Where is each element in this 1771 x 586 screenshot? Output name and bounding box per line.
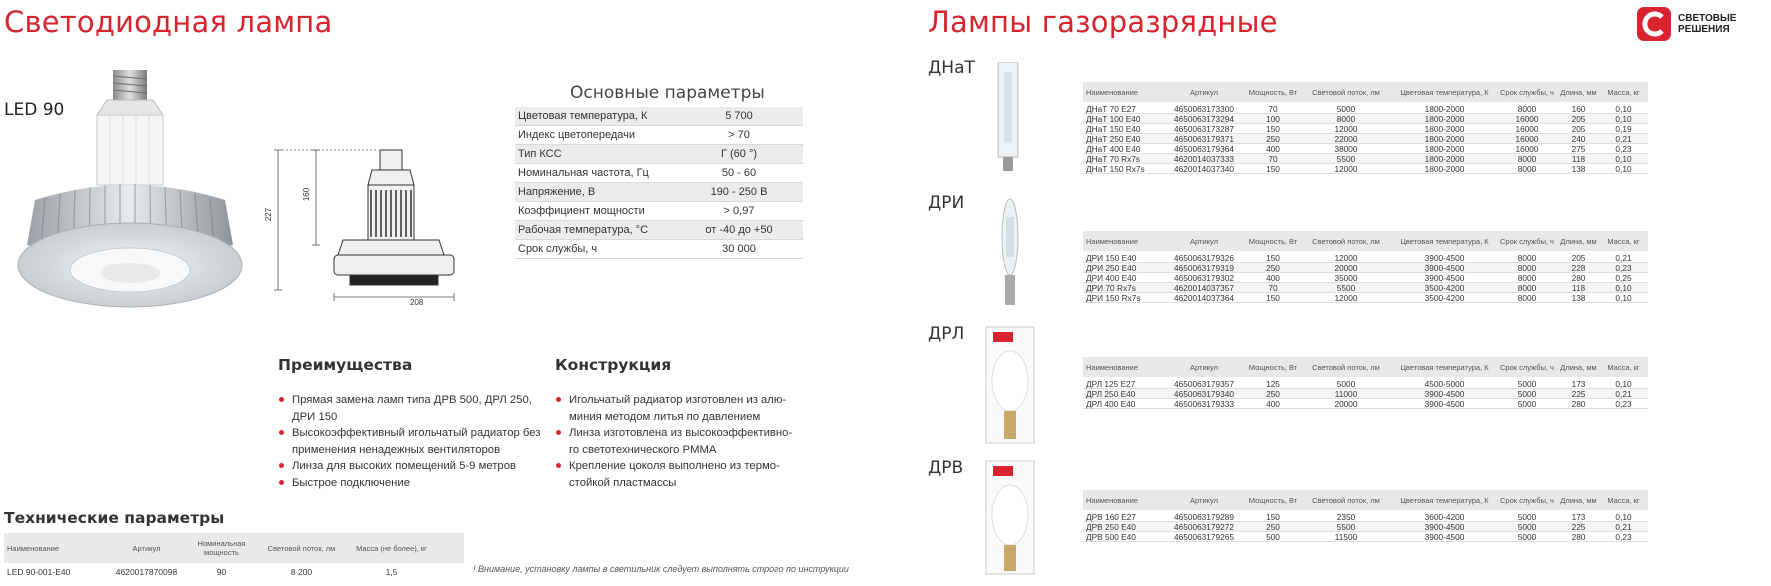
col-header: Артикул bbox=[1190, 236, 1218, 246]
cell: 0,10 bbox=[1615, 163, 1632, 174]
col-header: Длина, мм bbox=[1560, 87, 1597, 97]
params-title: Основные параметры bbox=[570, 83, 765, 103]
cell: 0,10 bbox=[1615, 103, 1632, 114]
cell: 3600-4200 bbox=[1424, 511, 1465, 522]
cell: 0,10 bbox=[1615, 153, 1632, 164]
table-row bbox=[1083, 124, 1648, 134]
dnat-lamp-image bbox=[990, 62, 1026, 172]
cell: 0,10 bbox=[1615, 292, 1632, 303]
list-item: Высокоэффективный игольчатый радиатор без применения ненадежных вентиляторов bbox=[278, 425, 543, 458]
param-value: 30 000 bbox=[722, 243, 756, 255]
table-row bbox=[1083, 154, 1648, 164]
cell: 150 bbox=[1266, 123, 1280, 134]
cell: 240 bbox=[1571, 133, 1586, 144]
cell: 3900-4500 bbox=[1424, 521, 1465, 532]
cell: 0,21 bbox=[1615, 252, 1632, 263]
col-header: Масса, кг bbox=[1607, 87, 1640, 97]
cell: 4620014037364 bbox=[1174, 292, 1234, 303]
cell: 8000 bbox=[1517, 153, 1537, 164]
cell: 138 bbox=[1571, 292, 1586, 303]
param-name: Коэффициент мощности bbox=[518, 205, 645, 217]
cell: 280 bbox=[1571, 531, 1586, 542]
cell: 0,23 bbox=[1615, 262, 1632, 273]
cell: 4650063179302 bbox=[1174, 272, 1234, 283]
col-header: Наименование bbox=[1086, 236, 1138, 246]
list-item: Линза для высоких помещений 5-9 метров bbox=[278, 458, 543, 475]
cell: 4650063179357 bbox=[1174, 378, 1234, 389]
cell: 500 bbox=[1266, 531, 1280, 542]
tech-cell: 8 200 bbox=[290, 567, 313, 577]
param-name: Цветовая температура, К bbox=[518, 110, 648, 122]
cell: ДРИ 400 E40 bbox=[1086, 272, 1137, 283]
list-item: Прямая замена ламп типа ДРВ 500, ДРЛ 250, ДРИ 150 bbox=[278, 392, 543, 425]
param-value: 50 - 60 bbox=[721, 167, 757, 179]
cell: 0,21 bbox=[1615, 521, 1632, 532]
cell: 5000 bbox=[1517, 511, 1537, 522]
col-header: Масса, кг bbox=[1607, 236, 1640, 246]
tech-header: Световой поток, лм bbox=[267, 543, 336, 553]
cell: 173 bbox=[1571, 511, 1586, 522]
cell: 400 bbox=[1266, 272, 1280, 283]
table-row bbox=[1083, 283, 1648, 293]
cell: 70 bbox=[1268, 282, 1278, 293]
cell: 100 bbox=[1266, 113, 1280, 124]
cell: 160 bbox=[1571, 103, 1586, 114]
type-label-drv: ДРВ bbox=[928, 458, 964, 478]
cell: 5000 bbox=[1517, 378, 1537, 389]
cell: 4650063173294 bbox=[1174, 113, 1234, 124]
cell: 1800-2000 bbox=[1424, 133, 1465, 144]
cell: 4650063179340 bbox=[1174, 388, 1234, 399]
cell: 5000 bbox=[1336, 378, 1356, 389]
cell: 0,10 bbox=[1615, 113, 1632, 124]
type-label-drl: ДРЛ bbox=[928, 324, 965, 344]
cell: 0,10 bbox=[1615, 378, 1632, 389]
params-table bbox=[515, 107, 803, 259]
table-row bbox=[1083, 532, 1648, 542]
cell: 125 bbox=[1266, 378, 1280, 389]
table-row bbox=[1083, 389, 1648, 399]
cell: ДНаТ 150 E40 bbox=[1086, 123, 1141, 134]
cell: ДРВ 250 E40 bbox=[1086, 521, 1136, 532]
table-row bbox=[1083, 293, 1648, 303]
col-header: Длина, мм bbox=[1560, 236, 1597, 246]
tech-cell: 4620017870098 bbox=[115, 567, 178, 577]
brand-logo bbox=[1636, 4, 1766, 44]
install-note: ! Внимание, установку лампы в светильник следует выполнять строго по инструкции bbox=[473, 564, 849, 574]
param-value: > 0,97 bbox=[723, 205, 755, 217]
param-name: Индекс цветопередачи bbox=[518, 129, 636, 141]
dim-width: 208 bbox=[410, 298, 424, 307]
param-value: > 70 bbox=[728, 129, 750, 141]
cell: 22000 bbox=[1334, 133, 1358, 144]
cell: 1800-2000 bbox=[1424, 113, 1465, 124]
col-header: Цветовая температура, К bbox=[1400, 87, 1489, 97]
cell: 5000 bbox=[1336, 103, 1356, 114]
cell: 225 bbox=[1571, 521, 1586, 532]
cell: 12000 bbox=[1334, 252, 1358, 263]
col-header: Артикул bbox=[1190, 87, 1218, 97]
table-body bbox=[1083, 512, 1648, 542]
col-header: Масса, кг bbox=[1607, 362, 1640, 372]
cell: 38000 bbox=[1334, 143, 1358, 154]
cell: 4650063179265 bbox=[1174, 531, 1234, 542]
col-header: Артикул bbox=[1190, 495, 1218, 505]
param-value: Г (60 °) bbox=[720, 148, 758, 160]
cell: ДРИ 150 Rx7s bbox=[1086, 292, 1141, 303]
cell: ДНаТ 400 E40 bbox=[1086, 143, 1141, 154]
cell: 250 bbox=[1266, 388, 1280, 399]
tech-cell: 90 bbox=[216, 567, 227, 577]
cell: 4500-5000 bbox=[1424, 378, 1465, 389]
cell: 8000 bbox=[1336, 113, 1356, 124]
table-row bbox=[1083, 512, 1648, 522]
col-header: Мощность, Вт bbox=[1248, 495, 1298, 505]
cell: 20000 bbox=[1334, 398, 1358, 409]
cell: 3900-4500 bbox=[1424, 398, 1465, 409]
cell: 3900-4500 bbox=[1424, 262, 1465, 273]
table-row bbox=[1083, 253, 1648, 263]
col-header: Срок службы, ч bbox=[1500, 236, 1554, 246]
col-header: Цветовая температура, К bbox=[1400, 495, 1489, 505]
cell: 275 bbox=[1571, 143, 1586, 154]
logo-mark-icon bbox=[1636, 6, 1672, 42]
type-label-dri: ДРИ bbox=[928, 193, 965, 213]
drl-lamp-image bbox=[985, 326, 1035, 444]
cell: 4650063179333 bbox=[1174, 398, 1234, 409]
cell: 3900-4500 bbox=[1424, 531, 1465, 542]
type-label-dnat: ДНаТ bbox=[928, 58, 975, 78]
param-name: Тип КСС bbox=[518, 148, 562, 160]
list-item: Линза изготовлена из высокоэффективно-го светотехнического PMMA bbox=[555, 425, 795, 458]
cell: 8000 bbox=[1517, 252, 1537, 263]
param-row bbox=[515, 240, 803, 259]
cell: ДНаТ 100 E40 bbox=[1086, 113, 1141, 124]
tech-header: Номинальная мощность bbox=[197, 539, 246, 557]
list-item: Игольчатый радиатор изготовлен из алю-миния методом литья по давлением bbox=[555, 392, 795, 425]
table-row bbox=[1083, 104, 1648, 114]
cell: 400 bbox=[1266, 143, 1280, 154]
logo-text-2: РЕШЕНИЯ bbox=[1678, 24, 1730, 35]
model-name: LED 90 bbox=[4, 100, 65, 120]
cell: 225 bbox=[1571, 388, 1586, 399]
cell: 4650063179371 bbox=[1174, 133, 1234, 144]
table-row bbox=[1083, 164, 1648, 174]
col-header: Мощность, Вт bbox=[1248, 362, 1298, 372]
param-row bbox=[515, 126, 803, 145]
cell: 250 bbox=[1266, 262, 1280, 273]
col-header: Длина, мм bbox=[1560, 362, 1597, 372]
cell: 205 bbox=[1571, 113, 1586, 124]
col-header: Световой поток, лм bbox=[1312, 236, 1380, 246]
cell: 228 bbox=[1571, 262, 1586, 273]
cell: 12000 bbox=[1334, 163, 1358, 174]
cell: 250 bbox=[1266, 133, 1280, 144]
table-header-row bbox=[1083, 357, 1648, 377]
tech-cell: LED 90-001-E40 bbox=[7, 567, 71, 577]
cell: 0,10 bbox=[1615, 282, 1632, 293]
cell: 0,21 bbox=[1615, 133, 1632, 144]
table-header-row bbox=[1083, 82, 1648, 102]
cell: 280 bbox=[1571, 398, 1586, 409]
dri-table bbox=[1083, 231, 1648, 303]
cell: ДРВ 160 E27 bbox=[1086, 511, 1136, 522]
construction-list bbox=[555, 392, 795, 491]
col-header: Наименование bbox=[1086, 362, 1138, 372]
param-value: 5 700 bbox=[725, 110, 753, 122]
param-value: от -40 до +50 bbox=[705, 224, 773, 236]
cell: 4620014037340 bbox=[1174, 163, 1234, 174]
col-header: Цветовая температура, К bbox=[1400, 362, 1489, 372]
page-title-left: Светодиодная лампа bbox=[4, 5, 333, 39]
cell: 5000 bbox=[1517, 521, 1537, 532]
cell: 118 bbox=[1571, 282, 1586, 293]
drl-table bbox=[1083, 357, 1648, 409]
drv-lamp-image bbox=[985, 460, 1035, 575]
cell: 4650063179326 bbox=[1174, 252, 1234, 263]
list-item: Быстрое подключение bbox=[278, 475, 543, 492]
cell: 138 bbox=[1571, 163, 1586, 174]
param-row bbox=[515, 221, 803, 240]
cell: 1800-2000 bbox=[1424, 123, 1465, 134]
col-header: Масса, кг bbox=[1607, 495, 1640, 505]
cell: 8000 bbox=[1517, 262, 1537, 273]
table-row bbox=[1083, 144, 1648, 154]
cell: 8000 bbox=[1517, 292, 1537, 303]
cell: 0,25 bbox=[1615, 272, 1632, 283]
cell: 0,23 bbox=[1615, 143, 1632, 154]
table-row bbox=[1083, 134, 1648, 144]
cell: ДРЛ 250 E40 bbox=[1086, 388, 1136, 399]
cell: 4650063173287 bbox=[1174, 123, 1234, 134]
table-row bbox=[1083, 273, 1648, 283]
param-name: Рабочая температура, °С bbox=[518, 224, 649, 236]
page-title-right: Лампы газоразрядные bbox=[928, 5, 1278, 39]
cell: 4650063179364 bbox=[1174, 143, 1234, 154]
tech-header: Артикул bbox=[132, 543, 161, 553]
cell: 8000 bbox=[1517, 163, 1537, 174]
cell: 3500-4200 bbox=[1424, 282, 1465, 293]
cell: ДРЛ 400 E40 bbox=[1086, 398, 1136, 409]
col-header: Световой поток, лм bbox=[1312, 495, 1380, 505]
advantages-list bbox=[278, 392, 543, 491]
cell: 3900-4500 bbox=[1424, 272, 1465, 283]
cell: 0,23 bbox=[1615, 531, 1632, 542]
col-header: Цветовая температура, К bbox=[1400, 236, 1489, 246]
cell: 2350 bbox=[1336, 511, 1356, 522]
cell: ДНаТ 150 Rx7s bbox=[1086, 163, 1145, 174]
cell: 3500-4200 bbox=[1424, 292, 1465, 303]
param-name: Напряжение, В bbox=[518, 186, 596, 198]
table-body bbox=[1083, 253, 1648, 303]
cell: 11500 bbox=[1334, 531, 1358, 542]
cell: 150 bbox=[1266, 511, 1280, 522]
cell: 205 bbox=[1571, 252, 1586, 263]
cell: 280 bbox=[1571, 272, 1586, 283]
cell: 8000 bbox=[1517, 272, 1537, 283]
cell: 173 bbox=[1571, 378, 1586, 389]
cell: 5500 bbox=[1336, 153, 1356, 164]
dim-height-total: 227 bbox=[264, 207, 274, 222]
dri-lamp-image bbox=[995, 197, 1025, 307]
cell: 4620014037333 bbox=[1174, 153, 1234, 164]
cell: ДРИ 150 E40 bbox=[1086, 252, 1137, 263]
param-value: 190 - 250 В bbox=[710, 186, 768, 198]
cell: 0,23 bbox=[1615, 398, 1632, 409]
cell: 5500 bbox=[1336, 282, 1356, 293]
tech-header: Наименование bbox=[7, 543, 59, 553]
cell: 0,10 bbox=[1615, 511, 1632, 522]
col-header: Наименование bbox=[1086, 495, 1138, 505]
col-header: Световой поток, лм bbox=[1312, 362, 1380, 372]
cell: 3900-4500 bbox=[1424, 252, 1465, 263]
table-row bbox=[1083, 399, 1648, 409]
table-row bbox=[1083, 263, 1648, 273]
cell: 150 bbox=[1266, 163, 1280, 174]
cell: 5000 bbox=[1517, 531, 1537, 542]
list-item: Крепление цоколя выполнено из термо-стойкой пластмассы bbox=[555, 458, 795, 491]
construction-title: Конструкция bbox=[555, 356, 672, 374]
table-row bbox=[4, 563, 464, 581]
cell: 16000 bbox=[1515, 143, 1539, 154]
cell: 4620014037357 bbox=[1174, 282, 1234, 293]
cell: 0,19 bbox=[1615, 123, 1632, 134]
cell: 3900-4500 bbox=[1424, 388, 1465, 399]
tech-header-row bbox=[4, 533, 464, 563]
cell: 1800-2000 bbox=[1424, 153, 1465, 164]
cell: ДРИ 70 Rx7s bbox=[1086, 282, 1136, 293]
cell: ДНаТ 250 E40 bbox=[1086, 133, 1141, 144]
cell: 16000 bbox=[1515, 123, 1539, 134]
cell: 12000 bbox=[1334, 123, 1358, 134]
cell: 150 bbox=[1266, 252, 1280, 263]
cell: 4650063173300 bbox=[1174, 103, 1234, 114]
cell: 150 bbox=[1266, 292, 1280, 303]
cell: 400 bbox=[1266, 398, 1280, 409]
dimension-drawing bbox=[268, 145, 468, 305]
col-header: Мощность, Вт bbox=[1248, 87, 1298, 97]
cell: 4650063179289 bbox=[1174, 511, 1234, 522]
cell: 8000 bbox=[1517, 282, 1537, 293]
col-header: Наименование bbox=[1086, 87, 1138, 97]
cell: 16000 bbox=[1515, 133, 1539, 144]
col-header: Срок службы, ч bbox=[1500, 362, 1554, 372]
cell: ДНаТ 70 Rx7s bbox=[1086, 153, 1141, 164]
tech-cell: 1,5 bbox=[385, 567, 398, 577]
cell: 11000 bbox=[1334, 388, 1358, 399]
cell: 250 bbox=[1266, 521, 1280, 532]
logo-text-1: СВЕТОВЫЕ bbox=[1678, 13, 1737, 24]
cell: ДРИ 250 E40 bbox=[1086, 262, 1137, 273]
cell: 5000 bbox=[1517, 388, 1537, 399]
table-header-row bbox=[1083, 490, 1648, 510]
led-lamp-image bbox=[15, 70, 245, 310]
table-body bbox=[1083, 104, 1648, 174]
cell: ДНаТ 70 E27 bbox=[1086, 103, 1136, 114]
param-row bbox=[515, 202, 803, 221]
cell: 16000 bbox=[1515, 113, 1539, 124]
col-header: Световой поток, лм bbox=[1312, 87, 1380, 97]
tech-table bbox=[4, 533, 464, 581]
cell: 20000 bbox=[1334, 262, 1358, 273]
param-name: Номинальная частота, Гц bbox=[518, 167, 649, 179]
table-header-row bbox=[1083, 231, 1648, 251]
dnat-table bbox=[1083, 82, 1648, 174]
table-row bbox=[1083, 379, 1648, 389]
cell: 70 bbox=[1268, 153, 1278, 164]
cell: 5000 bbox=[1517, 398, 1537, 409]
tech-title: Технические параметры bbox=[4, 509, 225, 527]
cell: 205 bbox=[1571, 123, 1586, 134]
col-header: Мощность, Вт bbox=[1248, 236, 1298, 246]
cell: 118 bbox=[1571, 153, 1586, 164]
cell: 70 bbox=[1268, 103, 1278, 114]
param-row bbox=[515, 145, 803, 164]
cell: 1800-2000 bbox=[1424, 143, 1465, 154]
col-header: Срок службы, ч bbox=[1500, 87, 1554, 97]
col-header: Артикул bbox=[1190, 362, 1218, 372]
cell: 4650063179272 bbox=[1174, 521, 1234, 532]
cell: 5500 bbox=[1336, 521, 1356, 532]
param-row bbox=[515, 107, 803, 126]
drv-table bbox=[1083, 490, 1648, 542]
table-body bbox=[1083, 379, 1648, 409]
cell: ДРЛ 125 E27 bbox=[1086, 378, 1136, 389]
cell: 8000 bbox=[1517, 103, 1537, 114]
cell: 12000 bbox=[1334, 292, 1358, 303]
param-name: Срок службы, ч bbox=[518, 243, 598, 255]
cell: ДРВ 500 E40 bbox=[1086, 531, 1136, 542]
cell: 35000 bbox=[1334, 272, 1358, 283]
cell: 0,21 bbox=[1615, 388, 1632, 399]
dim-height-body: 160 bbox=[302, 187, 312, 202]
col-header: Срок службы, ч bbox=[1500, 495, 1554, 505]
table-row bbox=[1083, 114, 1648, 124]
tech-header: Масса (не более), кг bbox=[356, 543, 427, 553]
param-row bbox=[515, 164, 803, 183]
cell: 1800-2000 bbox=[1424, 103, 1465, 114]
advantages-title: Преимущества bbox=[278, 356, 413, 374]
table-row bbox=[1083, 522, 1648, 532]
col-header: Длина, мм bbox=[1560, 495, 1597, 505]
param-row bbox=[515, 183, 803, 202]
cell: 4650063179319 bbox=[1174, 262, 1234, 273]
cell: 1800-2000 bbox=[1424, 163, 1465, 174]
